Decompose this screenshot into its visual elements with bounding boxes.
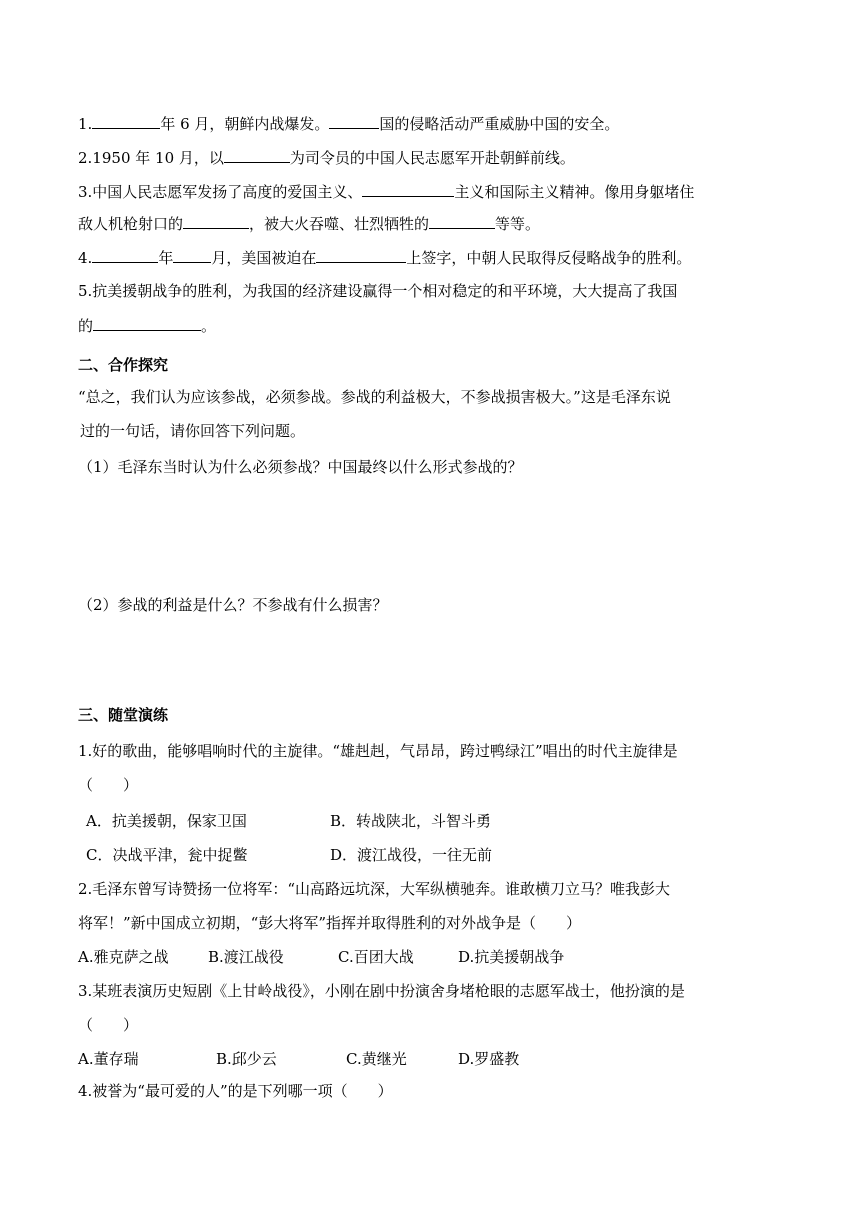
question-text: 年 6 月，朝鲜内战爆发。 [160, 115, 330, 133]
answer-blank[interactable] [362, 180, 454, 197]
inquiry-question-1: （1）毛泽东当时认为什么必须参战？中国最终以什么形式参战的？ [78, 458, 523, 476]
question-text: 的 [78, 317, 94, 335]
mc3-option-d[interactable]: D.罗盛教 [458, 1050, 520, 1068]
question-text: 月，美国被迫在 [211, 249, 317, 267]
question-text: 等等。 [495, 215, 541, 233]
question-number: 1. [78, 115, 93, 133]
question-text: 3.中国人民志愿军发扬了高度的爱国主义、 [78, 183, 363, 201]
quote-line-2: 过的一句话，请你回答下列问题。 [80, 422, 306, 440]
answer-blank[interactable] [316, 246, 406, 263]
fill-question-4 [78, 246, 691, 269]
mc2-option-a[interactable]: A.雅克萨之战 [78, 948, 169, 966]
fill-question-3-line-1 [78, 180, 694, 203]
mc2-option-b[interactable]: B.渡江战役 [208, 948, 284, 966]
question-text: 5.抗美援朝战争的胜利，为我国的经济建设赢得一个相对稳定的和平环境，大大提高了我国 [78, 282, 678, 300]
mc-question-3-paren: （ ） [78, 1016, 139, 1034]
section-heading-cooperative-inquiry: 二、合作探究 [78, 356, 169, 374]
mc-question-2-stem-cont: 将军！”新中国成立初期，“彭大将军”指挥并取得胜利的对外战争是（ ） [78, 914, 582, 932]
mc2-option-c[interactable]: C.百团大战 [338, 948, 414, 966]
answer-blank[interactable] [183, 212, 249, 229]
question-text: 。 [201, 317, 217, 335]
answer-blank[interactable] [429, 212, 495, 229]
question-text: 国的侵略活动严重威胁中国的安全。 [379, 115, 620, 133]
section-heading-in-class-practice: 三、随堂演练 [78, 706, 169, 724]
mc3-option-c[interactable]: C.黄继光 [346, 1050, 407, 1068]
answer-blank[interactable] [329, 112, 379, 129]
quote-line-1: “总之，我们认为应该参战，必须参战。参战的利益极大，不参战损害极大。”这是毛泽东说 [78, 388, 671, 406]
answer-blank[interactable] [92, 246, 158, 263]
mc3-option-b[interactable]: B.邱少云 [216, 1050, 277, 1068]
question-text: 主义和国际主义精神。像用身躯堵住 [454, 183, 695, 201]
answer-blank[interactable] [92, 112, 160, 129]
question-number: 4. [78, 249, 93, 267]
fill-question-1 [78, 112, 619, 135]
mc1-option-a[interactable]: A．抗美援朝，保家卫国 [86, 812, 247, 830]
mc-question-2-stem: 2.毛泽东曾写诗赞扬一位将军：“山高路远坑深，大军纵横驰奔。谁敢横刀立马？唯我彭大 [78, 880, 670, 898]
inquiry-question-2: （2）参战的利益是什么？不参战有什么损害？ [78, 596, 388, 614]
mc-question-1-stem: 1.好的歌曲，能够唱响时代的主旋律。“雄赳赳，气昂昂，跨过鸭绿江”唱出的时代主旋律是 [78, 742, 678, 760]
question-text: 为司令员的中国人民志愿军开赴朝鲜前线。 [289, 149, 575, 167]
question-text: ，被大火吞噬、壮烈牺牲的 [249, 215, 430, 233]
mc1-option-d[interactable]: D．渡江战役，一往无前 [330, 846, 493, 864]
answer-blank[interactable] [173, 246, 211, 263]
fill-question-5-line-2 [78, 314, 216, 337]
fill-question-3-line-2 [78, 212, 540, 235]
mc1-option-b[interactable]: B．转战陕北，斗智斗勇 [330, 812, 492, 830]
question-text: 敌人机枪射口的 [78, 215, 184, 233]
question-text: 年 [158, 249, 174, 267]
mc2-option-d[interactable]: D.抗美援朝战争 [458, 948, 565, 966]
answer-blank[interactable] [93, 314, 201, 331]
question-text: 上签字，中朝人民取得反侵略战争的胜利。 [406, 249, 692, 267]
fill-question-5-line-1 [78, 280, 677, 302]
mc-question-3-stem: 3.某班表演历史短剧《上甘岭战役》，小刚在剧中扮演舍身堵枪眼的志愿军战士，他扮演的是 [78, 982, 685, 1000]
fill-question-2 [78, 146, 575, 169]
mc-question-1-paren: （ ） [78, 776, 139, 794]
mc-question-4-stem: 4.被誉为“最可爱的人”的是下列哪一项（ ） [78, 1082, 393, 1100]
question-text: 2.1950 年 10 月，以 [78, 149, 224, 167]
mc3-option-a[interactable]: A.董存瑞 [78, 1050, 139, 1068]
answer-blank[interactable] [224, 146, 290, 163]
mc1-option-c[interactable]: C．决战平津，瓮中捉鳖 [86, 846, 248, 864]
